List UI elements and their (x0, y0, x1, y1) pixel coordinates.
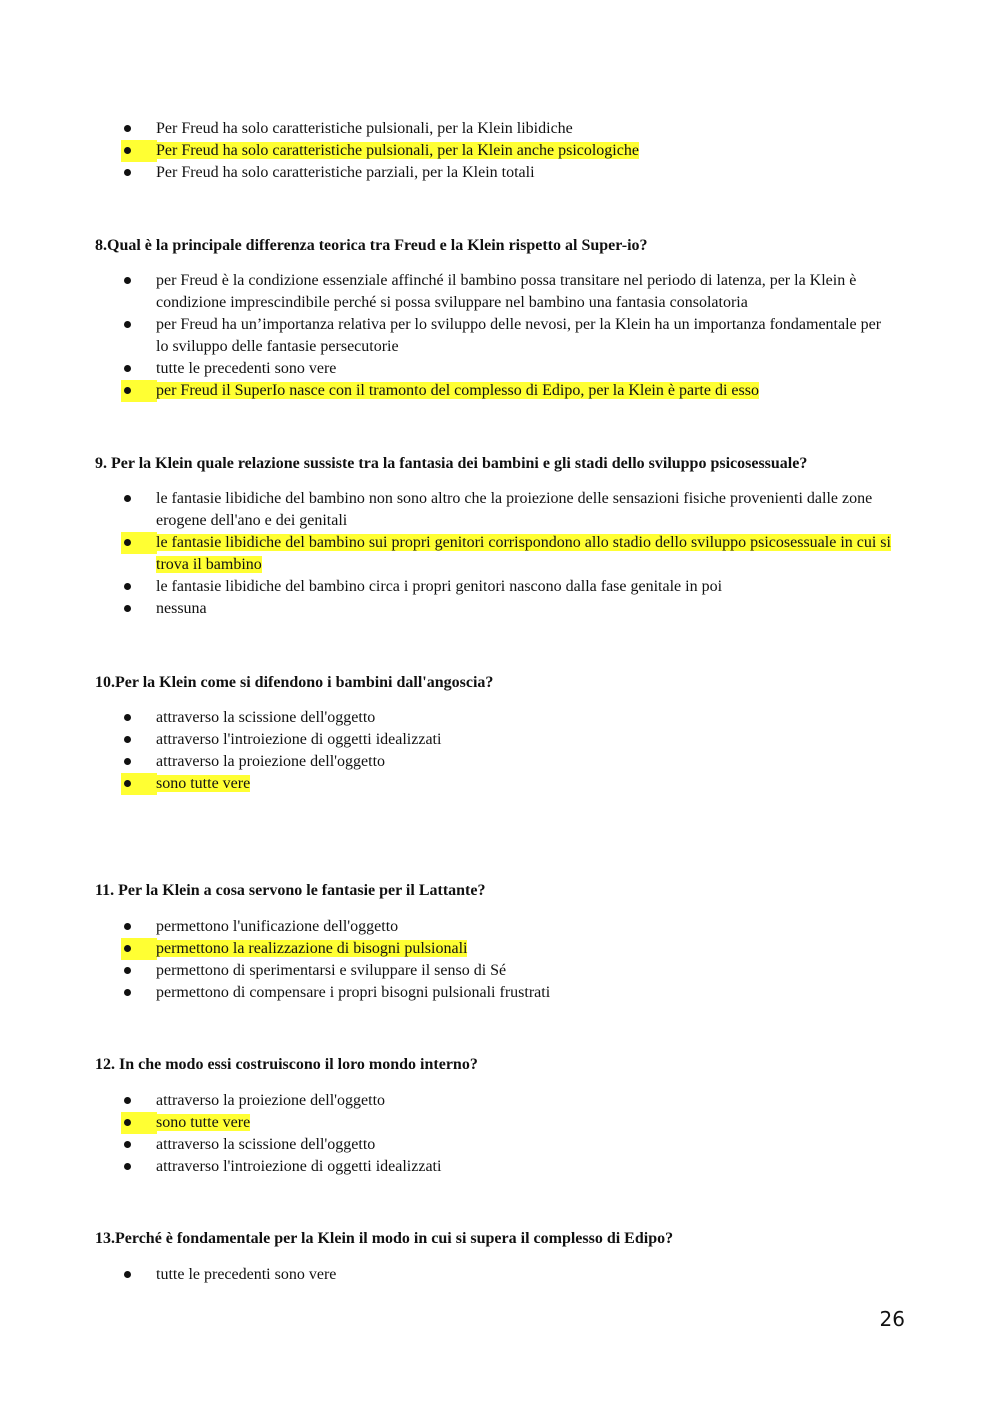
option-item-highlighted (0, 938, 1000, 960)
question-title: 13.Perché è fondamentale per la Klein il modo in cui si supera il complesso di Edipo? (95, 1230, 674, 1247)
option-item (0, 1156, 1000, 1178)
bullet-icon (124, 277, 131, 284)
option-text: per Freud è la condizione essenziale affinché il bambino possa transitare nel periodo di latenza, per la Klein è condizione imprescindibile perché si possa sviluppare nel bambino una fantasia consolatoria (156, 272, 857, 311)
option-item-highlighted (0, 140, 1000, 162)
bullet-icon (124, 147, 131, 154)
option-item (0, 598, 1000, 620)
option-item (0, 118, 1000, 140)
option-text: permettono la realizzazione di bisogni pulsionali (156, 940, 468, 957)
option-item (0, 270, 1000, 314)
bullet-icon (124, 321, 131, 328)
bullet-icon (124, 495, 131, 502)
option-text: tutte le precedenti sono vere (156, 360, 337, 377)
option-text: le fantasie libidiche del bambino sui propri genitori corrispondono allo stadio dello sviluppo psicosessuale in cui si trova il bambino (156, 534, 891, 573)
option-text: tutte le precedenti sono vere (156, 1266, 337, 1283)
option-text: attraverso la scissione dell'oggetto (156, 1136, 376, 1153)
option-text: Per Freud ha solo caratteristiche parziali, per la Klein totali (156, 164, 535, 181)
option-item (0, 1090, 1000, 1112)
option-text: attraverso la scissione dell'oggetto (156, 709, 376, 726)
bullet-icon (124, 780, 131, 787)
option-text: le fantasie libidiche del bambino non sono altro che la proiezione delle sensazioni fisiche provenienti dalle zone erogene dell'ano e dei genitali (156, 490, 873, 529)
option-text: Per Freud ha solo caratteristiche pulsionali, per la Klein anche psicologiche (156, 142, 639, 159)
option-text: permettono di sperimentarsi e sviluppare il senso di Sé (156, 962, 507, 979)
option-item (0, 982, 1000, 1004)
option-item (0, 314, 1000, 358)
question-title: 9. Per la Klein quale relazione sussiste tra la fantasia dei bambini e gli stadi dello sviluppo psicosessuale? (95, 455, 808, 472)
option-item-highlighted (0, 773, 1000, 795)
question-title: 12. In che modo essi costruiscono il loro mondo interno? (95, 1056, 478, 1073)
bullet-icon (124, 758, 131, 765)
option-item (0, 358, 1000, 380)
bullet-icon (124, 365, 131, 372)
option-text: attraverso l'introiezione di oggetti idealizzati (156, 1158, 442, 1175)
option-list (0, 118, 1000, 184)
option-text: permettono l'unificazione dell'oggetto (156, 918, 399, 935)
option-text: nessuna (156, 600, 207, 617)
option-list (0, 1090, 1000, 1178)
option-text: sono tutte vere (156, 775, 251, 792)
bullet-icon (124, 1141, 131, 1148)
option-text: sono tutte vere (156, 1114, 251, 1131)
option-list (0, 1264, 1000, 1286)
question-title: 11. Per la Klein a cosa servono le fantasie per il Lattante? (95, 882, 486, 899)
bullet-icon (124, 989, 131, 996)
question-title: 8.Qual è la principale differenza teorica tra Freud e la Klein rispetto al Super-io? (95, 237, 648, 254)
bullet-icon (124, 923, 131, 930)
bullet-icon (124, 736, 131, 743)
page-number: 26 (879, 1307, 905, 1331)
bullet-icon (124, 1163, 131, 1170)
option-item (0, 1134, 1000, 1156)
bullet-icon (124, 714, 131, 721)
bullet-icon (124, 605, 131, 612)
bullet-icon (124, 1097, 131, 1104)
bullet-icon (124, 1119, 131, 1126)
option-text: permettono di compensare i propri bisogni pulsionali frustrati (156, 984, 551, 1001)
option-text: le fantasie libidiche del bambino circa i propri genitori nascono dalla fase genitale in poi (156, 578, 723, 595)
option-item-highlighted (0, 380, 1000, 402)
option-item-highlighted (0, 1112, 1000, 1134)
option-text: attraverso l'introiezione di oggetti idealizzati (156, 731, 442, 748)
option-text: attraverso la proiezione dell'oggetto (156, 1092, 386, 1109)
bullet-icon (124, 945, 131, 952)
bullet-icon (124, 967, 131, 974)
option-list (0, 270, 1000, 402)
option-text: per Freud il SuperIo nasce con il tramonto del complesso di Edipo, per la Klein è parte di esso (156, 382, 759, 399)
bullet-icon (124, 169, 131, 176)
bullet-icon (124, 387, 131, 394)
bullet-icon (124, 539, 131, 546)
option-item (0, 751, 1000, 773)
option-item (0, 916, 1000, 938)
bullet-icon (124, 583, 131, 590)
option-list (0, 916, 1000, 1004)
option-item (0, 729, 1000, 751)
option-text: attraverso la proiezione dell'oggetto (156, 753, 386, 770)
option-item (0, 1264, 1000, 1286)
option-item (0, 488, 1000, 532)
option-list (0, 707, 1000, 795)
option-list (0, 488, 1000, 620)
option-item (0, 162, 1000, 184)
option-text: per Freud ha un’importanza relativa per lo sviluppo delle nevosi, per la Klein ha un importanza fondamentale per lo sviluppo delle fantasie persecutorie (156, 316, 882, 355)
option-text: Per Freud ha solo caratteristiche pulsionali, per la Klein libidiche (156, 120, 573, 137)
question-title: 10.Per la Klein come si difendono i bambini dall'angoscia? (95, 674, 494, 691)
bullet-icon (124, 1271, 131, 1278)
option-item (0, 707, 1000, 729)
option-item (0, 576, 1000, 598)
option-item (0, 960, 1000, 982)
option-item-highlighted (0, 532, 1000, 576)
bullet-icon (124, 125, 131, 132)
